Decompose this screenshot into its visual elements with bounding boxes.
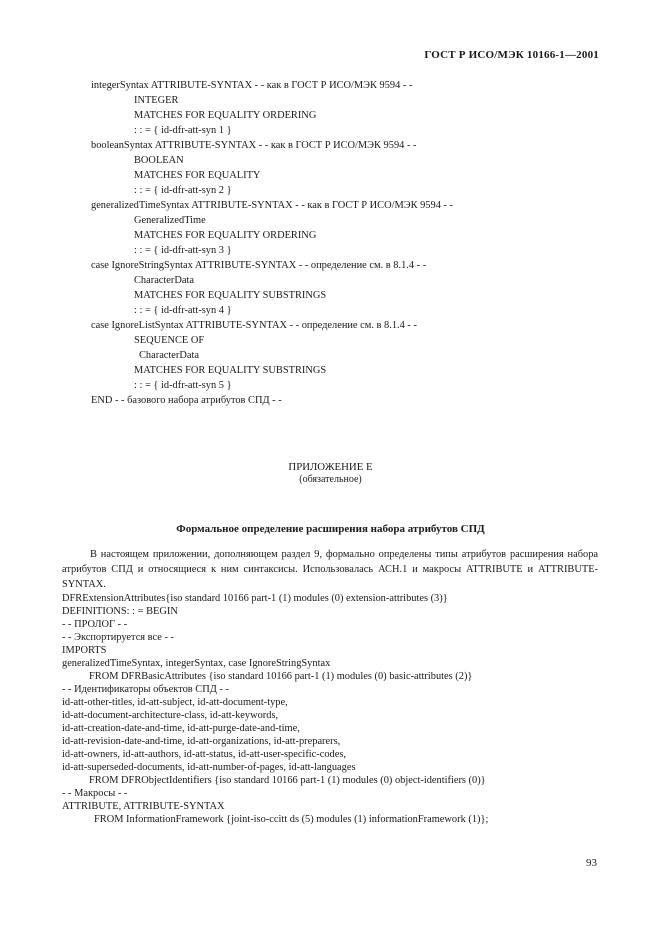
module-line: - - Экспортируется все - - <box>62 632 174 643</box>
module-line: id-att-creation-date-and-time, id-att-purge-date-and-time, <box>62 723 300 734</box>
syntax-line: MATCHES FOR EQUALITY ORDERING <box>134 110 317 121</box>
syntax-line: SEQUENCE OF <box>134 335 205 346</box>
module-line: ATTRIBUTE, ATTRIBUTE-SYNTAX <box>62 801 225 812</box>
syntax-line: : : = { id-dfr-att-syn 1 } <box>134 125 232 136</box>
syntax-line: MATCHES FOR EQUALITY ORDERING <box>134 230 317 241</box>
intro-paragraph <box>62 547 598 592</box>
module-line: IMPORTS <box>62 645 107 656</box>
syntax-line: generalizedTimeSyntax ATTRIBUTE-SYNTAX - - как в ГОСТ Р ИСО/МЭК 9594 - - <box>91 200 454 211</box>
module-line: generalizedTimeSyntax, integerSyntax, case IgnoreStringSyntax <box>62 658 331 669</box>
module-line: id-att-owners, id-att-authors, id-att-status, id-att-user-specific-codes, <box>62 749 346 760</box>
syntax-line: INTEGER <box>134 95 179 106</box>
syntax-line: CharacterData <box>134 275 194 286</box>
module-line: FROM DFRBasicAttributes {iso standard 10166 part-1 (1) modules (0) basic-attributes (2)} <box>89 671 473 682</box>
syntax-line: booleanSyntax ATTRIBUTE-SYNTAX - - как в ГОСТ Р ИСО/МЭК 9594 - - <box>91 140 417 151</box>
module-line: id-att-revision-date-and-time, id-att-organizations, id-att-preparers, <box>62 736 341 747</box>
module-line: DFRExtensionAttributes{iso standard 10166 part-1 (1) modules (0) extension-attributes (3)} <box>62 593 448 604</box>
syntax-line: MATCHES FOR EQUALITY SUBSTRINGS <box>134 365 327 376</box>
syntax-line: MATCHES FOR EQUALITY SUBSTRINGS <box>134 290 327 301</box>
module-line: DEFINITIONS: : = BEGIN <box>62 606 178 617</box>
appendix-subtitle: (обязательное) <box>299 474 362 485</box>
appendix-heading: Формальное определение расширения набора атрибутов СПД <box>176 523 485 535</box>
module-line: id-att-superseded-documents, id-att-number-of-pages, id-att-languages <box>62 762 356 773</box>
module-line: id-att-document-architecture-class, id-att-keywords, <box>62 710 279 721</box>
syntax-line: MATCHES FOR EQUALITY <box>134 170 261 181</box>
page-number: 93 <box>586 857 597 869</box>
appendix-title: ПРИЛОЖЕНИЕ Е <box>288 461 373 473</box>
module-line: - - ПРОЛОГ - - <box>62 619 128 630</box>
syntax-line: : : = { id-dfr-att-syn 4 } <box>134 305 232 316</box>
syntax-line: : : = { id-dfr-att-syn 5 } <box>134 380 232 391</box>
module-line: FROM DFRObjectIdentifiers {iso standard 10166 part-1 (1) modules (0) object-identifiers (0)} <box>89 775 486 786</box>
syntax-line: integerSyntax ATTRIBUTE-SYNTAX - - как в ГОСТ Р ИСО/МЭК 9594 - - <box>91 80 413 91</box>
module-line: id-att-other-titles, id-att-subject, id-att-document-type, <box>62 697 288 708</box>
syntax-line: : : = { id-dfr-att-syn 3 } <box>134 245 232 256</box>
syntax-line: END - - базового набора атрибутов СПД - - <box>91 395 282 406</box>
syntax-line: case IgnoreListSyntax ATTRIBUTE-SYNTAX - - определение см. в 8.1.4 - - <box>91 320 417 331</box>
intro-text: В настоящем приложении, дополняющем раздел 9, формально определены типы атрибутов расширения набора атрибутов СПД и относящиеся к ним синтаксисы. Использовалась АСН.1 и макросы ATTRIBUTE и ATTRIBUTE-SYNTAX. <box>62 549 598 590</box>
syntax-line: CharacterData <box>139 350 199 361</box>
module-line: FROM InformationFramework {joint-iso-ccitt ds (5) modules (1) informationFramework (1)}; <box>94 814 489 825</box>
module-line: - - Идентификаторы объектов СПД - - <box>62 684 229 695</box>
syntax-line: case IgnoreStringSyntax ATTRIBUTE-SYNTAX - - определение см. в 8.1.4 - - <box>91 260 427 271</box>
syntax-line: : : = { id-dfr-att-syn 2 } <box>134 185 232 196</box>
document-header: ГОСТ Р ИСО/МЭК 10166-1—2001 <box>424 49 599 61</box>
syntax-line: GeneralizedTime <box>134 215 206 226</box>
syntax-line: BOOLEAN <box>134 155 184 166</box>
module-line: - - Макросы - - <box>62 788 128 799</box>
